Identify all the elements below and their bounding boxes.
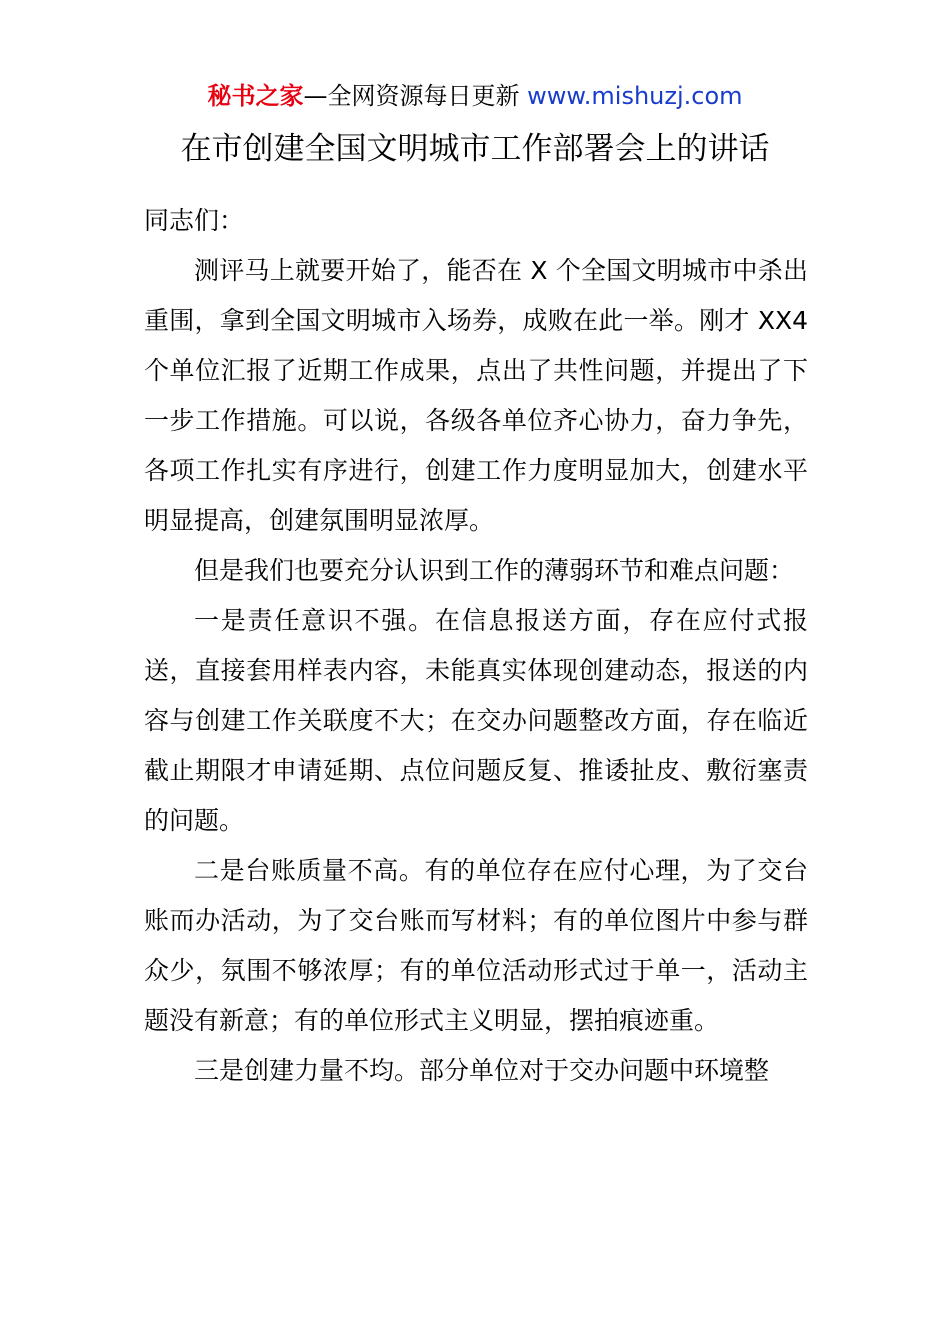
site-url-link[interactable]: www.mishuzj.com [527, 82, 743, 110]
paragraph-2: 但是我们也要充分认识到工作的薄弱环节和难点问题： [194, 556, 795, 585]
document-body [144, 196, 808, 1096]
paragraph-4: 二是台账质量不高。有的单位存在应付心理，为了交台账而办活动，为了交台账而写材料；有的单位图片中参与群众少，氛围不够浓厚；有的单位活动形式过于单一，活动主题没有新意；有的单位形式主义明显，摆拍痕迹重。 [144, 856, 808, 1035]
paragraph-1: 测评马上就要开始了，能否在 X 个全国文明城市中杀出重围，拿到全国文明城市入场券，成败在此一举。刚才 XX4 个单位汇报了近期工作成果，点出了共性问题，并提出了下一步工作措施。可以说，各级各单位齐心协力，奋力争先，各项工作扎实有序进行，创建工作力度明显加大，创建水平明显提高，创建氛围明显浓厚。 [144, 256, 808, 535]
paragraph-3: 一是责任意识不强。在信息报送方面，存在应付式报送，直接套用样表内容，未能真实体现创建动态，报送的内容与创建工作关联度不大；在交办问题整改方面，存在临近截止期限才申请延期、点位问题反复、推诿扯皮、敷衍塞责的问题。 [144, 606, 808, 835]
site-slogan: —全网资源每日更新 [303, 82, 528, 110]
document-title: 在市创建全国文明城市工作部署会上的讲话 [180, 131, 770, 167]
salutation: 同志们： [144, 206, 245, 235]
site-name: 秘书之家 [207, 82, 304, 110]
paragraph-5: 三是创建力量不均。部分单位对于交办问题中环境整 [194, 1056, 770, 1085]
site-header [0, 78, 950, 114]
